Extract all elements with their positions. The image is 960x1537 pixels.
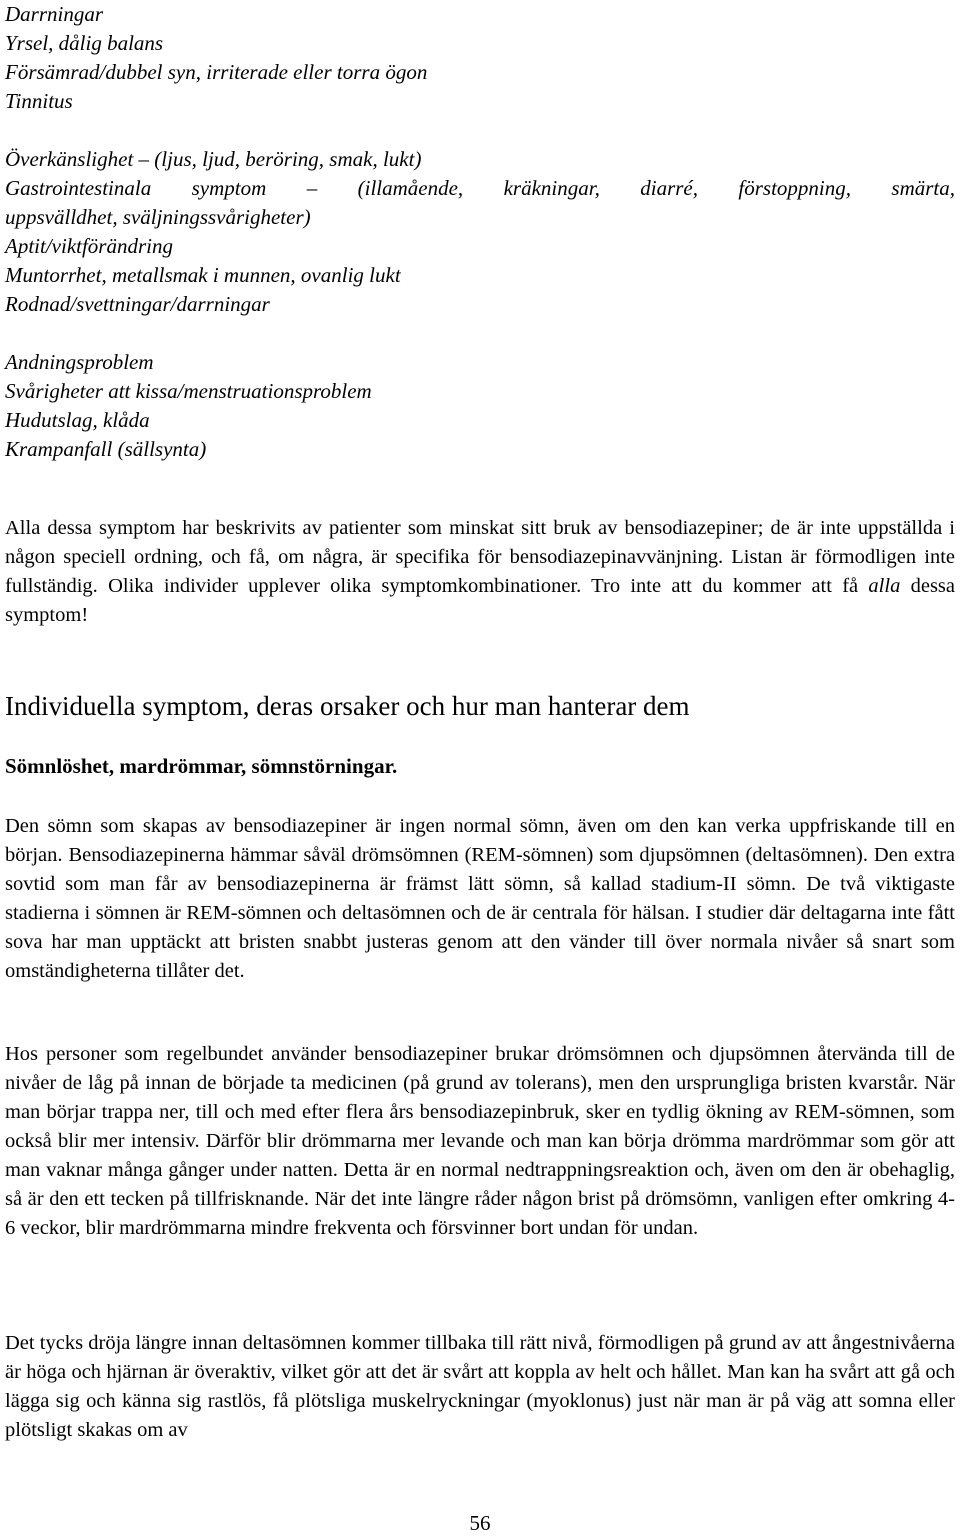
list-item: Överkänslighet – (ljus, ljud, beröring, smak, lukt) [5,147,422,171]
intro-paragraph-block [5,514,955,630]
body-paragraph: Hos personer som regelbundet använder bensodiazepiner brukar drömsömnen och djupsömnen återvända till de nivåer de låg på innan de började ta medicinen (på grund av tolerans), men den ursprungliga bristen kvarstår. När man börjar trappa ner, till och med efter flera års bensodiazepinbruk, sker en tydlig ökning av REM-sömnen, som också blir mer intensiv. Därför blir drömmarna mer levande och man kan börja drömma mardrömmar som gör att man vaknar många gånger under natten. Detta är en normal nedtrappningsreaktion och, även om den är obehaglig, så är den ett tecken på tillfrisknande. När det inte längre råder någon brist på drömsömn, vanligen efter omkring 4-6 veckor, blir mardrömmarna mindre frekventa och försvinner bort undan för undan. [5,1043,955,1239]
body-paragraph: Det tycks dröja längre innan deltasömnen kommer tillbaka till rätt nivå, förmodligen på grund av att ångestnivåerna är höga och hjärnan är överaktiv, vilket gör att det är svårt att koppla av helt och hållet. Man kan ha svårt att gå och lägga sig och känna sig rastlös, få plötsliga muskelryckningar (myoklonus) just när man är på väg att somna eller plötsligt skakas om av [5,1332,955,1441]
intro-emphasis: alla [868,575,901,597]
list-item: Gastrointestinala symptom – (illamående, kräkningar, diarré, förstoppning, smärta, [5,176,955,200]
list-item: Krampanfall (sällsynta) [5,437,207,461]
list-item: Tinnitus [5,89,73,113]
page-number: 56 [469,1511,491,1535]
spacer [5,116,955,145]
document-page [5,0,955,464]
list-item: uppsvälldhet, sväljningssvårigheter) [5,205,311,229]
spacer [5,319,955,348]
intro-text-end: dessa symptom! [5,575,956,626]
section-title: Individuella symptom, deras orsaker och hur man hanterar dem [5,691,690,721]
list-item: Aptit/viktförändring [5,234,173,258]
paragraph-block-2 [5,1040,955,1243]
intro-text: Alla dessa symptom har beskrivits av patienter som minskat sitt bruk av bensodiazepiner; de är inte uppställda i någon speciell ordning, och få, om några, är specifika för bensodiazepinavvänjning. Listan är förmodligen inte fullständig. Olika individer upplever olika symptomkombinationer. Tro inte att du kommer att få [5,517,955,597]
symptom-list [5,0,955,464]
list-item: Yrsel, dålig balans [5,31,164,55]
list-item: Svårigheter att kissa/menstruationsproblem [5,379,372,403]
list-item: Försämrad/dubbel syn, irriterade eller torra ögon [5,60,428,84]
paragraph-block-1 [5,812,955,986]
intro-paragraph [5,514,955,630]
body-paragraph: Den sömn som skapas av bensodiazepiner är ingen normal sömn, även om den kan verka uppfriskande till en början. Bensodiazepinerna hämmar såväl drömsömnen (REM-sömnen) som djupsömnen (deltasömnen). Den extra sovtid som man får av bensodiazepinerna är främst lätt sömn, så kallad stadium-II sömn. De två viktigaste stadierna i sömnen är REM-sömnen och deltasömnen och de är centrala för hälsan. I studier där deltagarna inte fått sova har man upptäckt att bristen snabbt justeras genom att den vänder till över normala nivåer så snart som omständigheterna tillåter det. [5,815,955,982]
list-item: Hudutslag, klåda [5,408,150,432]
list-item: Muntorrhet, metallsmak i munnen, ovanlig lukt [5,263,401,287]
list-item: Andningsproblem [5,350,154,374]
paragraph-block-3 [5,1329,955,1445]
section-subtitle: Sömnlöshet, mardrömmar, sömnstörningar. [5,754,398,778]
list-item: Rodnad/svettningar/darrningar [5,292,270,316]
list-item: Darrningar [5,2,104,26]
